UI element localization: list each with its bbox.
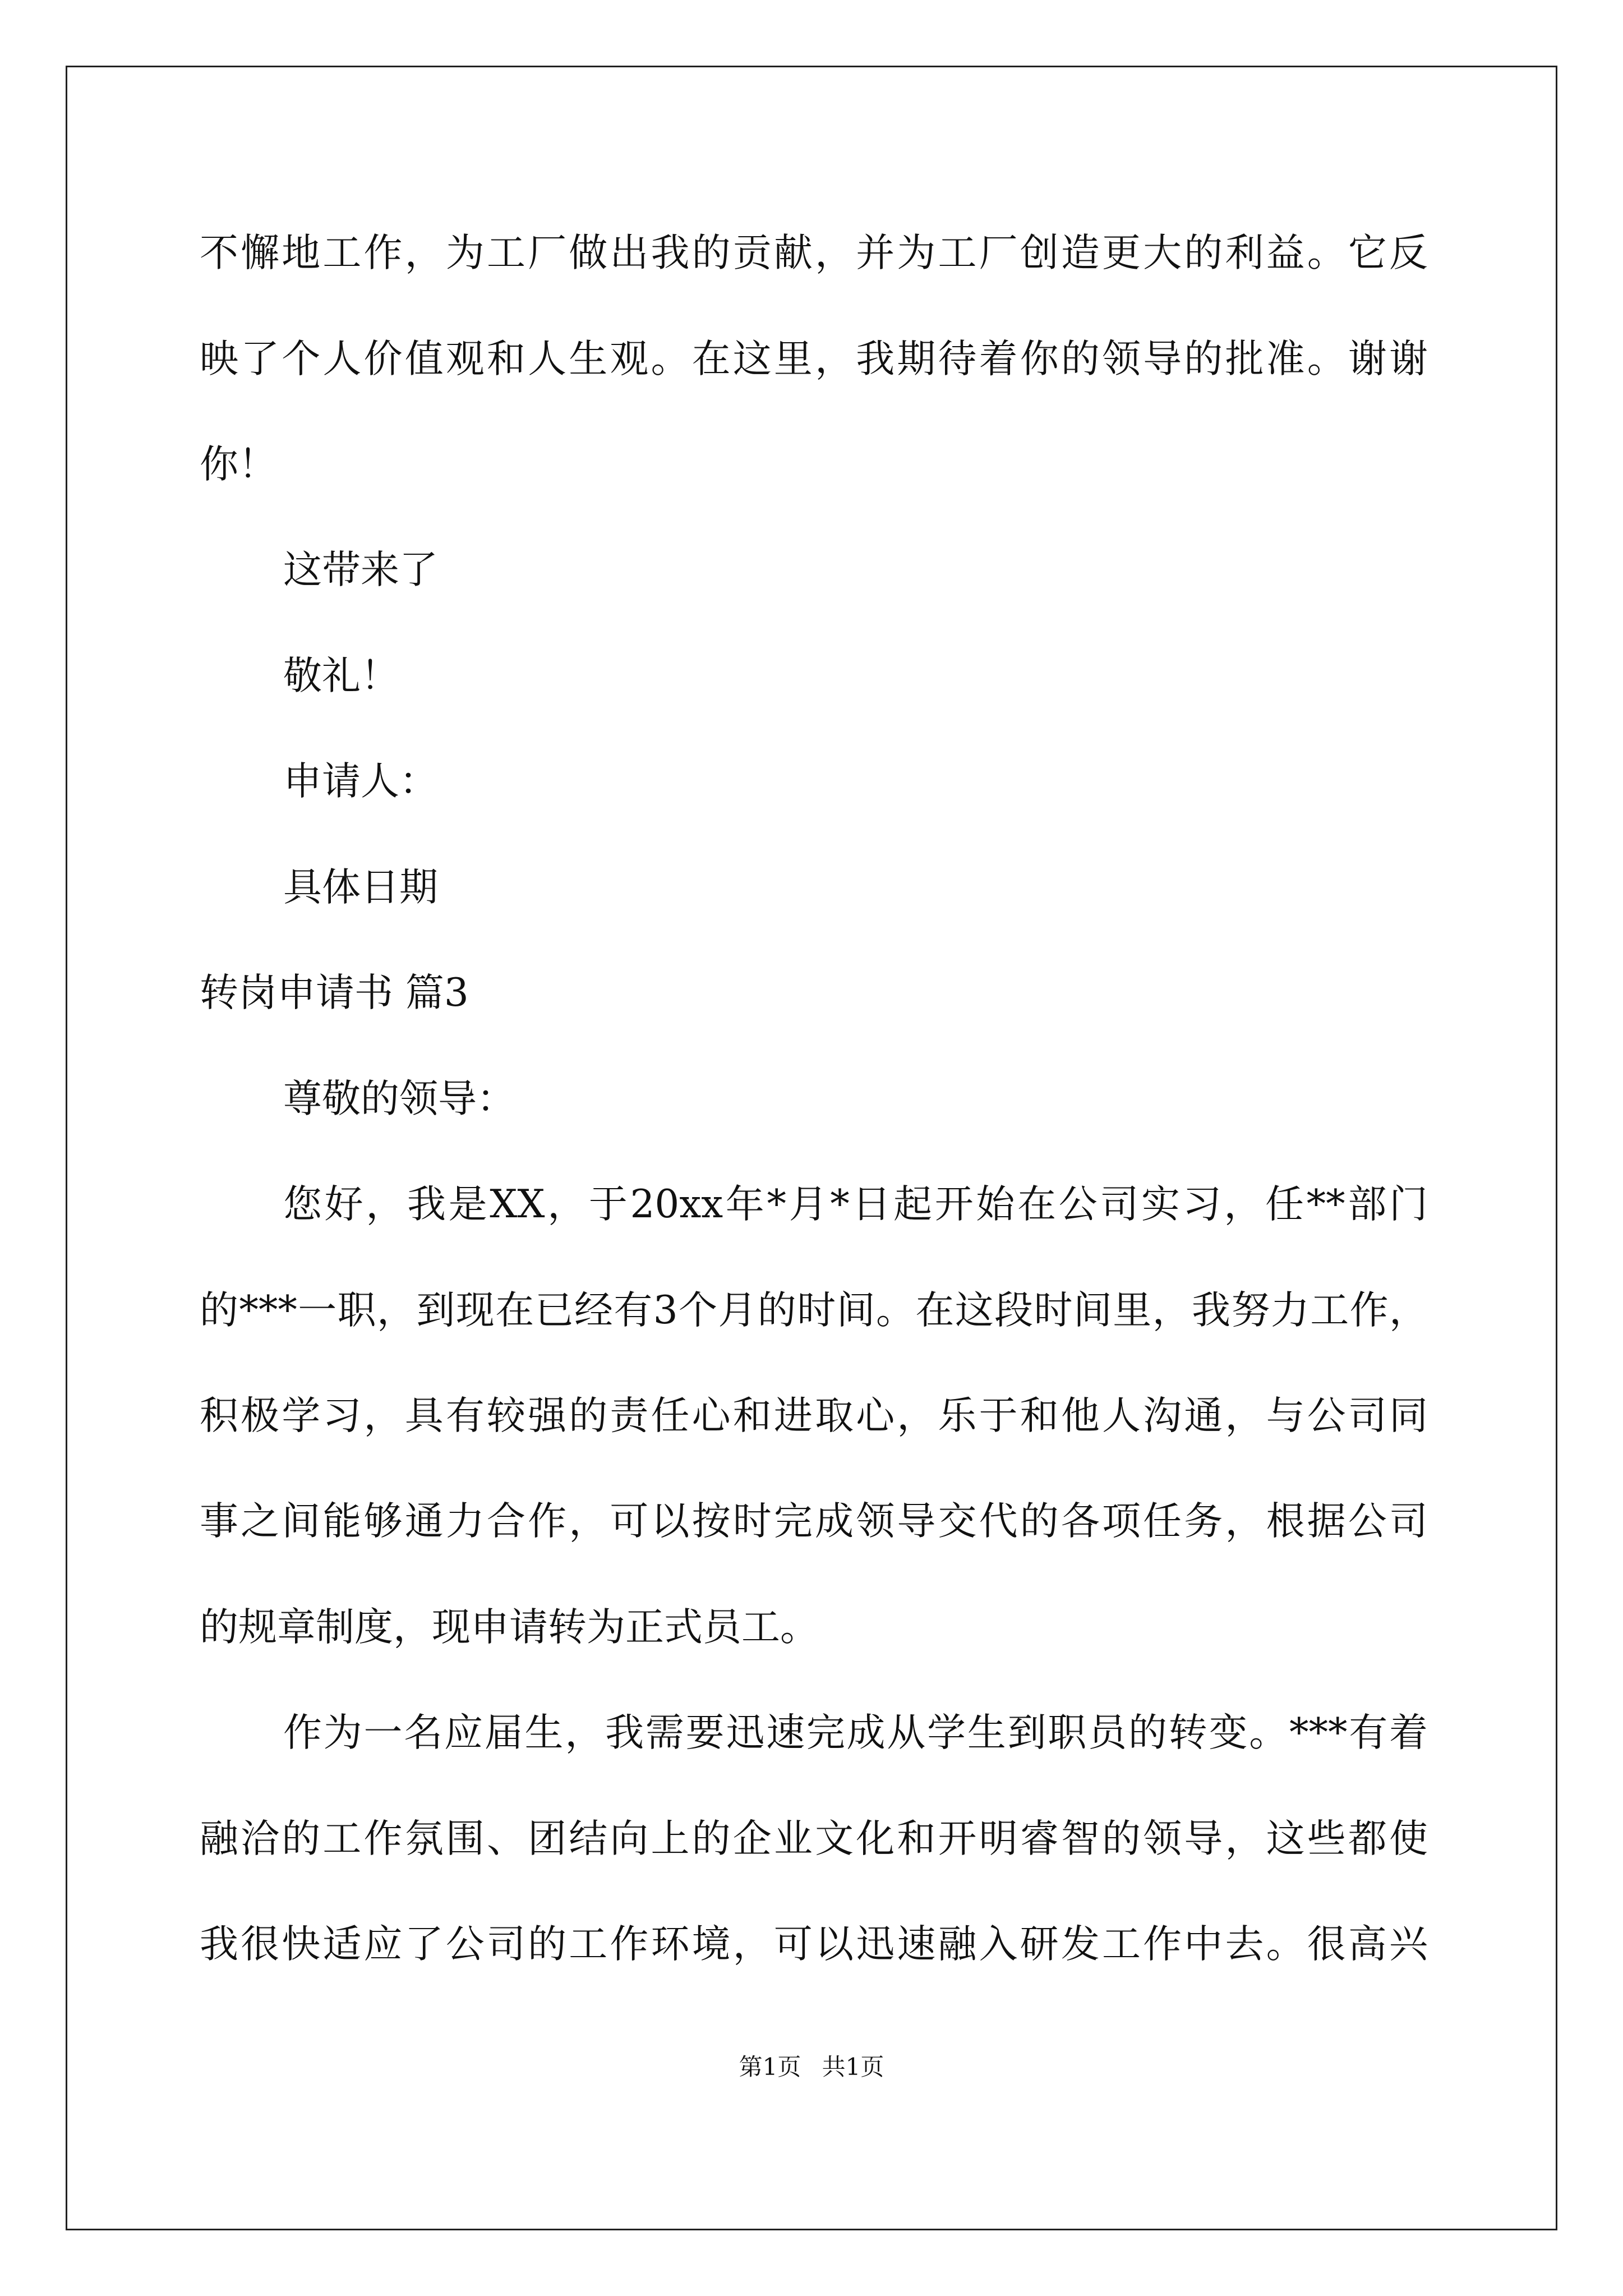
body-line-14: 的规章制度，现申请转为正式员工。 (200, 1605, 819, 1650)
body-line-10: 您好，我是XX，于20xx年*月*日起开始在公司实习，任**部门 (283, 1182, 1428, 1227)
body-line-1: 不懈地工作，为工厂做出我的贡献，并为工厂创造更大的利益。它反 (200, 231, 1428, 275)
body-line-11: 的***一职，到现在已经有3个月的时间。在这段时间里，我努力工作， (200, 1288, 1428, 1333)
body-line-17: 我很快适应了公司的工作环境，可以迅速融入研发工作中去。很高兴 (200, 1922, 1428, 1967)
page-frame (66, 66, 1557, 2230)
body-line-2: 映了个人价值观和人生观。在这里，我期待着你的领导的批准。谢谢 (200, 337, 1428, 381)
body-line-3: 你！ (200, 442, 277, 487)
section-heading: 转岗申请书 篇3 (200, 970, 469, 1015)
body-line-15: 作为一名应届生，我需要迅速完成从学生到职员的转变。***有着 (283, 1710, 1428, 1755)
closing-phrase: 这带来了 (283, 547, 438, 592)
salutation-respect: 敬礼！ (283, 654, 399, 698)
greeting: 尊敬的领导： (283, 1076, 515, 1121)
applicant-label: 申请人： (283, 759, 438, 804)
body-line-12: 积极学习，具有较强的责任心和进取心，乐于和他人沟通，与公司同 (200, 1393, 1428, 1438)
body-line-13: 事之间能够通力合作，可以按时完成领导交代的各项任务，根据公司 (200, 1499, 1428, 1544)
body-line-16: 融洽的工作氛围、团结向上的企业文化和开明睿智的领导，这些都使 (200, 1816, 1428, 1861)
date-label: 具体日期 (283, 865, 438, 910)
page-footer: 第1页 共1页 (739, 2053, 884, 2081)
